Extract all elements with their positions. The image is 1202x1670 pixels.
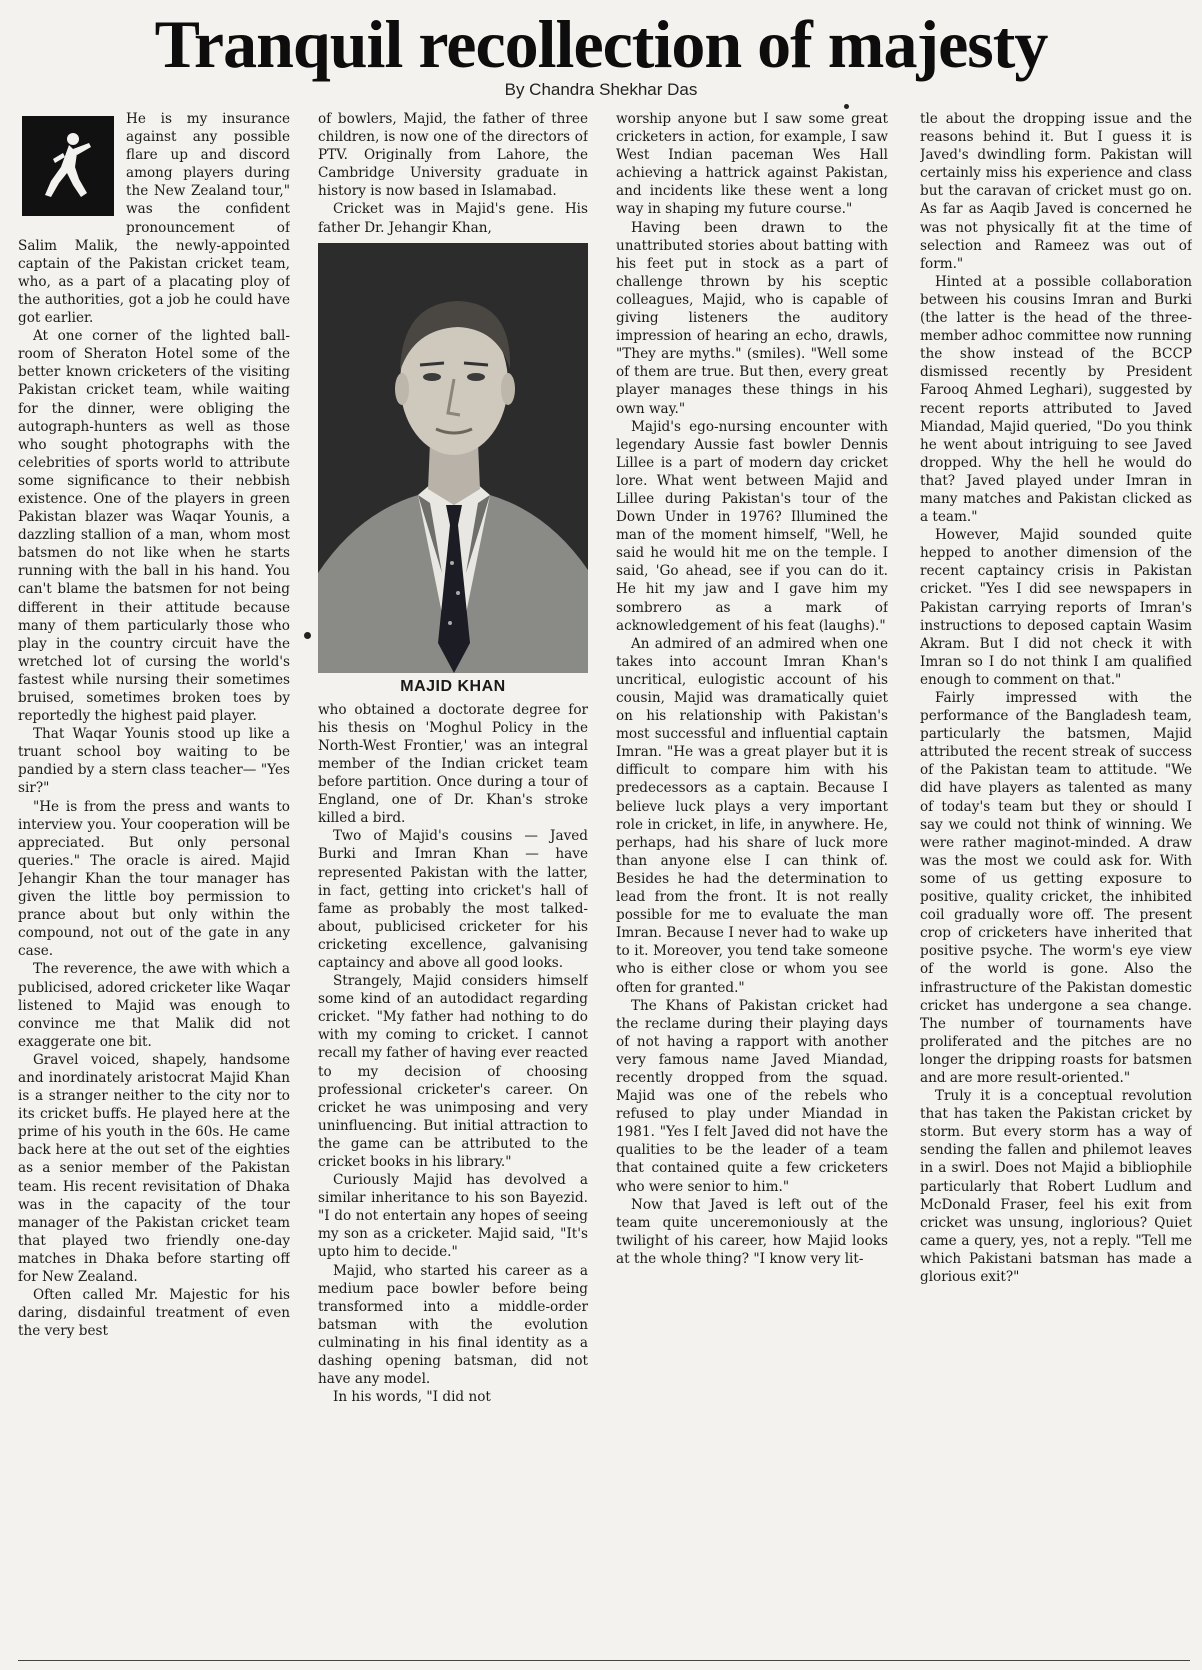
paragraph: Having been drawn to the unattributed stories about batting with his feet put in stock as a part of challenge thrown by his sceptic colleagues, Majid, who is capable of giving listeners the auditory impression of hearing an echo, drawls, "They are myths." (smiles). "Well some of them are true. But then, every great player manages these things in his own way." [616,219,888,417]
paragraph: Majid's ego-nursing encounter with legendary Aussie fast bowler Dennis Lillee is a part of modern day cricket lore. What went between Majid and Lillee during Pakistan's tour of the Down Under in 1976? Illumined the man of the moment himself, "Well, he said he would hit me on the temple. I said, 'Go ahead, see if you can do it. He hit my jaw and I gave him my sombrero as a mark of acknowledgement of his feat (laughs)." [616,418,888,634]
paragraph: Curiously Majid has devolved a similar inheritance to his son Bayezid. "I do not entertain any hopes of seeing my son as a cricketer. Majid said, "It's upto him to decide." [318,1172,588,1261]
paragraph: The Khans of Pakistan cricket had the reclame during their playing days of not having a rapport with another very famous name Javed Miandad, recently dropped from the squad. Majid was one of the rebels who refused to play under Miandad in 1981. "Yes I felt Javed did not have the qualities to be the leader of a team that contained quite a few cricketers who were senior to him." [616,997,888,1195]
portrait-photo [318,243,588,673]
paragraph: Hinted at a possible collaboration between his cousins Imran and Burki (the latter is the head of the three-member adhoc committee now running the show instead of the BCCP dismissed recently by President Farooq Ahmed Leghari), suggested by recent reports attributed to Javed Miandad, Majid queried, "Do you think he went about intriguing to see Javed dropped. Why the hell he would do that? Javed played under Imran in many matches and Pakistan clicked as a team." [920,273,1192,526]
print-speck [304,632,311,639]
paragraph: That Waqar Younis stood up like a truant school boy waiting to be pandied by a stern class teacher— "Yes sir?" [18,726,290,797]
paragraph: He is my insurance against any possible flare up and discord among players during the New Zealand tour," was the confident pronouncement of Salim Malik, the newly-appointed captain of the Pakistan cricket team, who, as a part of a placating ploy of the authorities, got a job he could have got earlier. [18,111,290,327]
article-column-3 [616,110,888,1658]
paragraph: In his words, "I did not [332,1389,491,1406]
paragraph: Gravel voiced, shapely, handsome and inordinately aristocrat Majid Khan is a stranger neither to the city nor to its cricket buffs. He played here at the prime of his youth in the 60s. He came back here at the out set of the eighties as a senior member of the Pakistan team. His recent revisitation of Dhaka was in the capacity of the tour manager of the Pakistan cricket team that played two friendly one-day matches in Dhaka before starting off for New Zealand. [18,1051,290,1285]
paragraph: "He is from the press and wants to interview you. Your cooperation will be appreciated. But only personal queries." The oracle is aired. Majid Jehangir Khan the tour manager has given the little boy permission to prance about but only within the compound, not out of the gate in any case. [18,798,290,960]
paragraph: At one corner of the lighted ball-room of Sheraton Hotel some of the better known cricketers of the visiting Pakistan cricket team, while waiting for the dinner, were obliging the autograph-hunters as well as those who sought photographs with the celebrities of sports world to attribute some significance to their nebbish existence. One of the players in green Pakistan blazer was Waqar Younis, a dazzling stallion of a man, whom most batsmen do not like when he starts running with the ball in his hand. You can't blame the batsmen for not being different in their attitude because many of them particularly those who play in the country circuit have the wretched lot of cursing the world's fastest while nursing their sometimes bruised, sometimes broken toes by reportedly the highest paid player. [18,328,290,725]
photo-caption: MAJID KHAN [400,677,506,695]
paragraph: tle about the dropping issue and the reasons behind it. But I guess it is Javed's dwindling form. Pakistan will certainly miss his experience and class but the caravan of cricket must go on. As far as Aaqib Javed is concerned he was not physically fit at the time of selection and Rameez was out of form." [920,111,1192,272]
paragraph: Cricket was in Majid's gene. His father Dr. Jehangir Khan, [318,201,588,236]
paragraph: of bowlers, Majid, the father of three children, is now one of the directors of PTV. Originally from Lahore, the Cambridge University graduate in history is now based in Islamabad. [318,111,588,200]
article-column-4 [920,110,1192,1658]
paragraph: Often called Mr. Majestic for his daring, disdainful treatment of even the very best [18,1287,290,1340]
paragraph: Fairly impressed with the performance of the Bangladesh team, particularly the batsmen, Majid attributed the recent streak of success of the Pakistan team to attitude. "We did have players as talented as many of today's team but they or should I say we could not think of winning. We were rather maginot-minded. A draw was the most we could ask for. With some of us getting exposure to positive, quality cricket, the inhibited coil gradually wore off. The present crop of cricketers have inherited that positive psyche. The worm's eye view of the world is gone. Also the infrastructure of the Pakistan domestic cricket has undergone a sea change. The number of tournaments have proliferated and the pitches are no longer the dripping roasts for batsmen and are more result-oriented." [920,690,1192,1086]
section-logo [18,112,118,220]
paragraph: An admired of an admired when one takes into account Imran Khan's uncritical, eulogistic account of his cousin, Majid was dramatically quiet on his relationship with Pakistan's most successful and influential captain Imran. "He was a great player but it is difficult to compare him with his predecessors as a captain. Because I believe luck plays a very important role in cricket, in life, in anywhere. He, perhaps, had his share of luck more than anyone else I can think of. Besides he had the determination to lead from the front. It is not really possible for me to evaluate the man Imran. Because I never had to wake up to it. Moreover, you tend take someone who is either close or whom you see often for granted." [616,635,888,996]
paragraph: worship anyone but I saw some great cricketers in action, for example, I saw West Indian paceman Wes Hall achieving a hattrick against Pakistan, and incidents like these went a long way in shaping my future course." [616,111,888,218]
paragraph: Strangely, Majid considers himself some kind of an autodidact regarding cricket. "My father had nothing to do with my coming to cricket. I cannot recall my father of having ever reacted to my decision of choosing professional cricketer's career. On cricket he was unimposing and very uninfluencing. But initial attraction to the game can be attributed to the cricket books in his library." [318,973,588,1170]
paragraph: The reverence, the awe with which a publicised, adored cricketer like Waqar listened to Majid was enough to convince me that Malik did not exaggerate one bit. [18,961,290,1050]
print-speck [844,104,849,109]
article-column-1 [18,110,290,1658]
bottom-rule [18,1660,1190,1661]
article-column-2 [318,110,588,1658]
headline: Tranquil recollection of majesty [154,6,1048,82]
paragraph: who obtained a doctorate degree for his thesis on 'Moghul Policy in the North-West Frontier,' was an integral member of the Indian cricket team before partition. Once during a tour of England, one of Dr. Khan's stroke killed a bird. [318,701,588,827]
paragraph: Now that Javed is left out of the team quite unceremoniously at the twilight of his career, how Majid looks at the whole thing? "I know very lit- [616,1196,888,1267]
byline: By Chandra Shekhar Das [504,80,698,99]
paragraph: However, Majid sounded quite hepped to another dimension of the recent captaincy crisis in Pakistan cricket. "Yes I did see newspapers in Pakistan carrying reports of Imran's instructions to deposed captain Wasim Akram. But I did not check it with Imran so I do not think I am qualified enough to comment on that." [920,527,1192,688]
paragraph: Truly it is a conceptual revolution that has taken the Pakistan cricket by storm. But every storm has a way of sending the fallen and philemot leaves in a swirl. Does not Majid a bibliophile particularly that Robert Ludlum and McDonald Fraser, feel his exit from cricket was unsung, inglorious? Quiet came a query, yes, not a reply. "Tell me which Pakistani batsman has made a glorious exit?" [920,1088,1192,1285]
paragraph: Two of Majid's cousins — Javed Burki and Imran Khan — have represented Pakistan with the latter, in fact, getting into cricket's hall of fame as probably the most talked-about, publicised cricketer for his cricketing excellence, galvanising captaincy and above all good looks. [318,828,588,971]
paragraph: Majid, who started his career as a medium pace bowler before being transformed into a middle-order batsman with the evolution culminating in his final identity as a dashing opening batsman, did not have any model. [318,1262,588,1388]
cricket-player-icon [22,116,114,216]
